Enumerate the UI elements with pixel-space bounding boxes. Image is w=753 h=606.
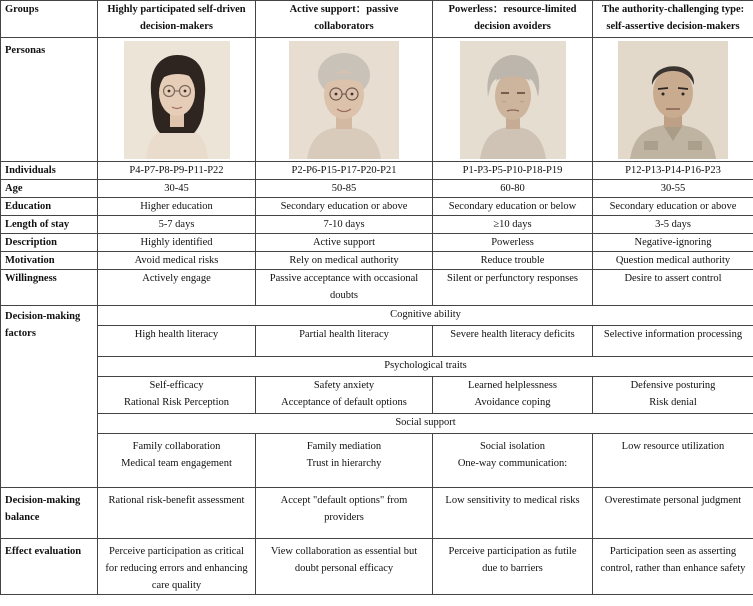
cell-line: Silent or perfunctory responses (447, 273, 578, 284)
row-label-decision-making-balance (1, 488, 98, 539)
cognitive-cell: Partial health literacy (256, 326, 433, 357)
cell-line: Rational risk-benefit assessment (108, 495, 245, 506)
balance-cell (256, 488, 433, 539)
cell-line: Self-efficacy (149, 380, 204, 391)
cognitive-band-row (1, 306, 753, 326)
psychological-cell (98, 377, 256, 414)
group-header-line: The authority-challenging type: (601, 4, 745, 15)
cell-line: Perceive participation as critical (109, 546, 244, 557)
row-label-decision-making-factors (1, 306, 98, 488)
cell-line: Actively engage (142, 273, 211, 284)
elderly-woman-portrait-icon (289, 41, 399, 159)
cell-line: Low sensitivity to medical risks (445, 495, 580, 506)
psychological-cell (256, 377, 433, 414)
cell-line: Participation seen as asserting (609, 546, 737, 557)
education-cell: Secondary education or above (593, 198, 753, 216)
description-cell: Active support (256, 234, 433, 252)
personas-label: Personas (1, 38, 98, 162)
social-cell (593, 434, 753, 488)
stay-cell: 7-10 days (256, 216, 433, 234)
balance-cell (433, 488, 593, 539)
psychological-band-row (1, 357, 753, 377)
group-header-line: decision-makers (140, 21, 213, 32)
cell-line: Safety anxiety (313, 380, 375, 391)
groups-header: Groups (1, 1, 98, 38)
group-header-authority-challenging (593, 1, 753, 38)
young-woman-portrait-icon (124, 41, 230, 159)
row-label-effect-evaluation: Effect evaluation (1, 539, 98, 595)
cognitive-cell: High health literacy (98, 326, 256, 357)
stay-cell: 5-7 days (98, 216, 256, 234)
balance-cell (593, 488, 753, 539)
age-cell: 30-55 (593, 180, 753, 198)
row-label-education: Education (1, 198, 98, 216)
cell-line: doubts (329, 290, 358, 301)
social-cell (98, 434, 256, 488)
label-line: Decision-making (5, 311, 81, 322)
social-cell (256, 434, 433, 488)
row-label-length-of-stay: Length of stay (1, 216, 98, 234)
effect-cell (433, 539, 593, 595)
age-cell: 50-85 (256, 180, 433, 198)
persona-cell (593, 38, 753, 162)
row-label-description: Description (1, 234, 98, 252)
group-header-line: Active support：passive (289, 4, 399, 15)
header-row (1, 1, 753, 38)
psychological-traits-band: Psychological traits (98, 357, 753, 377)
cell-line: Accept "default options" from (280, 495, 408, 506)
cell-line: Perceive participation as futile (448, 546, 577, 557)
cell-line: Risk denial (649, 397, 697, 408)
motivation-cell: Question medical authority (593, 252, 753, 270)
effect-cell (256, 539, 433, 595)
cognitive-cell: Severe health literacy deficits (433, 326, 593, 357)
education-cell: Secondary education or above (256, 198, 433, 216)
row-label-willingness: Willingness (1, 270, 98, 306)
effect-cell (98, 539, 256, 595)
table-row (1, 180, 753, 198)
group-header-line: Powerless：resource-limited (448, 4, 577, 15)
group-header-line: decision avoiders (474, 21, 551, 32)
age-cell: 30-45 (98, 180, 256, 198)
persona-cell (256, 38, 433, 162)
willingness-cell (98, 270, 256, 306)
table-row (1, 198, 753, 216)
cell-line: Avoidance coping (474, 397, 551, 408)
willingness-cell (256, 270, 433, 306)
psychological-cell (593, 377, 753, 414)
individuals-cell: P1-P3-P5-P10-P18-P19 (433, 162, 593, 180)
persona-cell (98, 38, 256, 162)
social-band-row (1, 414, 753, 434)
willingness-cell (593, 270, 753, 306)
elderly-woman-portrait-icon (460, 41, 566, 159)
motivation-cell: Rely on medical authority (256, 252, 433, 270)
cell-line: Rational Risk Perception (124, 397, 229, 408)
cell-line: Passive acceptance with occasional (269, 273, 419, 284)
cognitive-ability-band: Cognitive ability (98, 306, 753, 326)
table-row (1, 234, 753, 252)
cell-line: Desire to assert control (624, 273, 722, 284)
social-support-band: Social support (98, 414, 753, 434)
group-header-decision-avoiders (433, 1, 593, 38)
stay-cell: ≥10 days (433, 216, 593, 234)
persona-cell (433, 38, 593, 162)
description-cell: Powerless (433, 234, 593, 252)
individuals-cell: P12-P13-P14-P16-P23 (593, 162, 753, 180)
table-row (1, 216, 753, 234)
individuals-cell: P4-P7-P8-P9-P11-P22 (98, 162, 256, 180)
effect-cell (593, 539, 753, 595)
individuals-cell: P2-P6-P15-P17-P20-P21 (256, 162, 433, 180)
social-cell (433, 434, 593, 488)
cell-line: One-way communication: (457, 458, 568, 469)
cell-line: doubt personal efficacy (294, 563, 394, 574)
motivation-cell: Reduce trouble (433, 252, 593, 270)
cell-line: Acceptance of default options (281, 397, 407, 408)
cell-line: for reducing errors and enhancing (105, 563, 248, 574)
cell-line: Trust in hierarchy (306, 458, 382, 469)
group-header-passive-collaborators (256, 1, 433, 38)
table-row (1, 270, 753, 306)
cell-line: Learned helplessness (468, 380, 557, 391)
row-label-individuals: Individuals (1, 162, 98, 180)
description-cell: Negative-ignoring (593, 234, 753, 252)
group-header-line: self-assertive decision-makers (606, 21, 740, 32)
stay-cell: 3-5 days (593, 216, 753, 234)
group-header-self-driven (98, 1, 256, 38)
cell-line: Social isolation (479, 441, 546, 452)
cell-line: Low resource utilization (621, 441, 725, 452)
table-row (1, 434, 753, 488)
cell-line: providers (324, 512, 364, 523)
motivation-cell: Avoid medical risks (98, 252, 256, 270)
table-row (1, 488, 753, 539)
cell-line: control, rather than enhance safety (600, 563, 746, 574)
cell-line: due to barriers (482, 563, 543, 574)
willingness-cell (433, 270, 593, 306)
age-cell: 60-80 (433, 180, 593, 198)
cell-line: Overestimate personal judgment (604, 495, 742, 506)
group-header-line: collaborators (314, 21, 374, 32)
balance-cell (98, 488, 256, 539)
label-line: factors (5, 328, 36, 339)
cell-line: Family mediation (306, 441, 382, 452)
label-line: Decision-making (5, 495, 81, 506)
education-cell: Higher education (98, 198, 256, 216)
group-header-line: Highly participated self-driven (107, 4, 246, 15)
label-line: balance (5, 512, 40, 523)
table-row (1, 326, 753, 357)
cognitive-cell: Selective information processing (593, 326, 753, 357)
cell-line: Defensive posturing (630, 380, 716, 391)
cell-line: View collaboration as essential but (270, 546, 418, 557)
education-cell: Secondary education or below (433, 198, 593, 216)
row-label-motivation: Motivation (1, 252, 98, 270)
psychological-cell (433, 377, 593, 414)
personas-row (1, 38, 753, 162)
row-label-age: Age (1, 180, 98, 198)
table-row (1, 162, 753, 180)
table-row (1, 377, 753, 414)
cell-line: care quality (151, 580, 202, 591)
table-row (1, 539, 753, 595)
description-cell: Highly identified (98, 234, 256, 252)
table-row (1, 252, 753, 270)
cell-line: Family collaboration (132, 441, 221, 452)
cell-line: Medical team engagement (121, 458, 232, 469)
middle-aged-man-portrait-icon (618, 41, 728, 159)
